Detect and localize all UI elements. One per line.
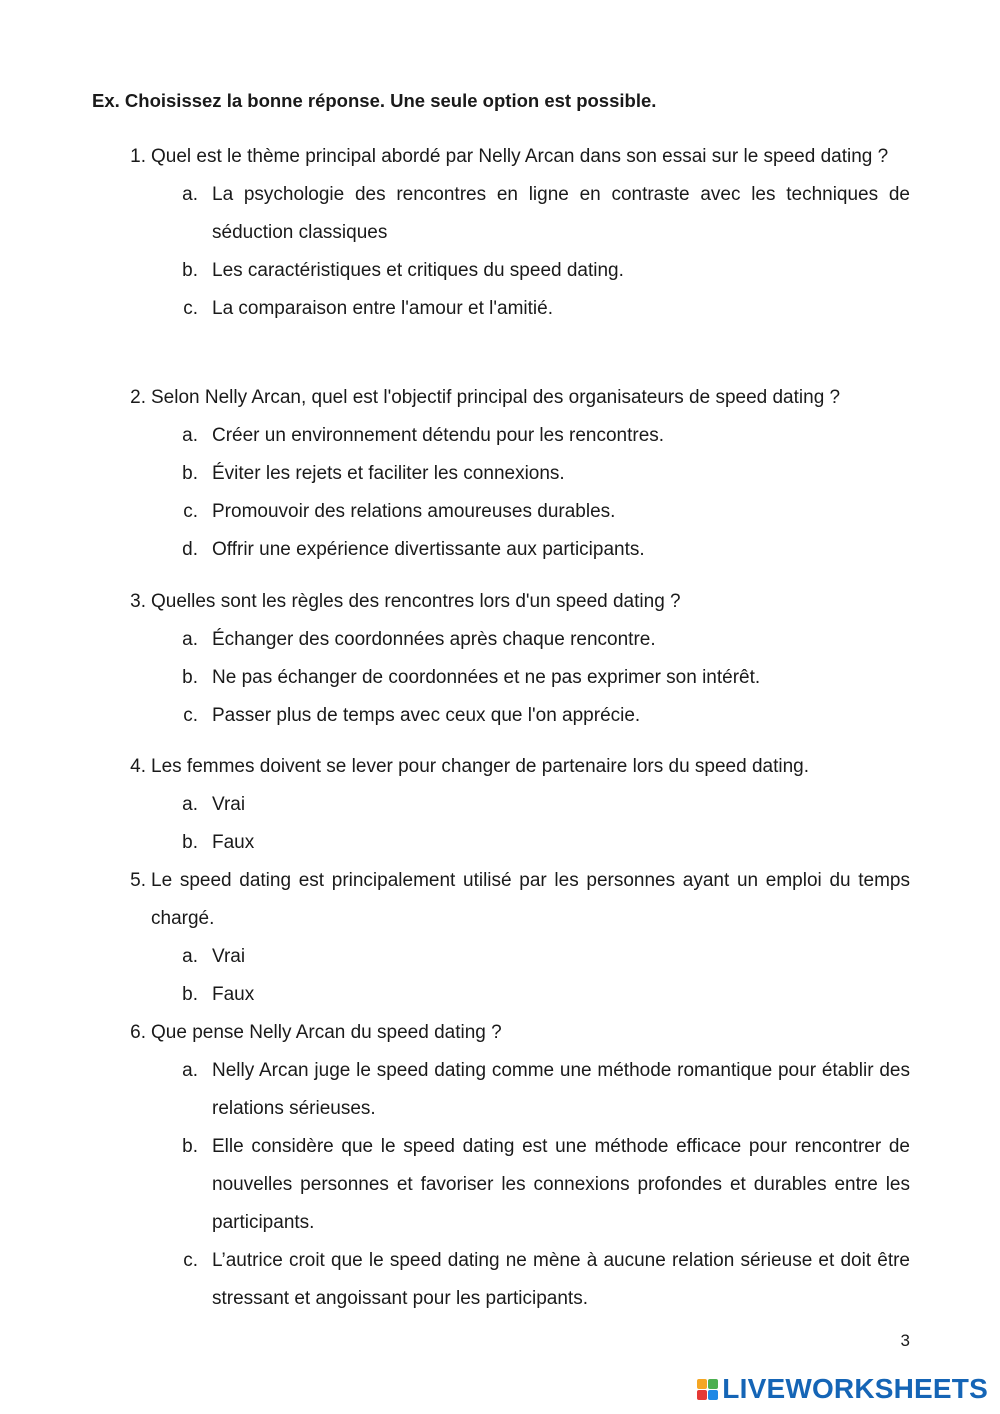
option-item: [118, 455, 910, 493]
option-item: [118, 697, 910, 735]
option-text: Promouvoir des relations amoureuses durables.: [212, 501, 616, 522]
option-letter: c.: [183, 501, 198, 522]
option-text: Éviter les rejets et faciliter les connexions.: [212, 463, 565, 484]
option-text: Vrai: [212, 794, 246, 815]
option-item: [118, 824, 910, 862]
option-text: Ne pas échanger de coordonnées et ne pas exprimer son intérêt.: [212, 667, 761, 688]
option-text: La psychologie des rencontres en ligne en contraste avec les techniques de séduction classiques: [212, 184, 910, 243]
option-text: Passer plus de temps avec ceux que l'on apprécie.: [212, 705, 641, 726]
option-item: [118, 531, 910, 569]
option-text: Créer un environnement détendu pour les rencontres.: [212, 425, 665, 446]
options-list: [118, 938, 910, 1014]
option-text: Vrai: [212, 946, 246, 967]
option-letter: a.: [182, 425, 198, 446]
option-letter: b.: [182, 260, 198, 281]
option-item: [118, 290, 910, 328]
option-item: [118, 1128, 910, 1242]
question-text: Quel est le thème principal abordé par Nelly Arcan dans son essai sur le speed dating ?: [151, 146, 889, 167]
page-number: 3: [900, 1331, 910, 1350]
logo-square: [708, 1390, 718, 1400]
option-letter: b.: [182, 832, 198, 853]
question-number: 5.: [130, 870, 146, 891]
option-letter: c.: [183, 705, 198, 726]
option-text: La comparaison entre l'amour et l'amitié.: [212, 298, 553, 319]
option-letter: b.: [182, 984, 198, 1005]
question-number: 1.: [130, 146, 146, 167]
option-item: [118, 938, 910, 976]
question-number: 2.: [130, 387, 146, 408]
option-letter: b.: [182, 463, 198, 484]
options-list: [118, 417, 910, 569]
option-letter: b.: [182, 1136, 198, 1157]
option-letter: b.: [182, 667, 198, 688]
option-text: L’autrice croit que le speed dating ne mène à aucune relation sérieuse et doit être stressant et angoissant pour les participants.: [212, 1250, 910, 1309]
option-item: [118, 493, 910, 531]
logo-square: [708, 1379, 718, 1389]
question-3: [118, 583, 910, 735]
question-text: Selon Nelly Arcan, quel est l'objectif principal des organisateurs de speed dating ?: [151, 387, 841, 408]
option-item: [118, 252, 910, 290]
liveworksheets-logo-icon: [697, 1379, 718, 1400]
option-item: [118, 659, 910, 697]
options-list: [118, 1052, 910, 1318]
brand-name: LIVEWORKSHEETS: [722, 1373, 988, 1404]
question-text: Le speed dating est principalement utilisé par les personnes ayant un emploi du temps chargé.: [151, 870, 910, 929]
question-number: 6.: [130, 1022, 146, 1043]
question-number: 3.: [130, 591, 146, 612]
option-letter: a.: [182, 946, 198, 967]
option-item: [118, 1242, 910, 1318]
question-text: Les femmes doivent se lever pour changer de partenaire lors du speed dating.: [151, 756, 810, 777]
option-text: Échanger des coordonnées après chaque rencontre.: [212, 629, 656, 650]
option-letter: d.: [182, 539, 198, 560]
option-item: [118, 976, 910, 1014]
option-text: Faux: [212, 832, 255, 853]
option-letter: a.: [182, 794, 198, 815]
option-text: Nelly Arcan juge le speed dating comme une méthode romantique pour établir des relations sérieuses.: [212, 1060, 910, 1119]
question-text: Quelles sont les règles des rencontres lors d'un speed dating ?: [151, 591, 681, 612]
option-letter: a.: [182, 1060, 198, 1081]
option-text: Elle considère que le speed dating est une méthode efficace pour rencontrer de nouvelles personnes et favoriser les connexions profondes et durables entre les participants.: [212, 1136, 910, 1233]
question-number: 4.: [130, 756, 146, 777]
options-list: [118, 176, 910, 328]
option-letter: a.: [182, 629, 198, 650]
options-list: [118, 621, 910, 735]
question-2: [118, 379, 910, 569]
option-item: [118, 621, 910, 659]
option-text: Faux: [212, 984, 255, 1005]
exercise-title: Ex. Choisissez la bonne réponse. Une seule option est possible.: [92, 90, 657, 111]
question-1: [118, 138, 910, 328]
question-4: [118, 748, 910, 862]
option-item: [118, 1052, 910, 1128]
option-item: [118, 786, 910, 824]
option-item: [118, 417, 910, 455]
question-5: [118, 862, 910, 1014]
question-6: [118, 1014, 910, 1318]
logo-square: [697, 1390, 707, 1400]
question-text: Que pense Nelly Arcan du speed dating ?: [151, 1022, 502, 1043]
logo-square: [697, 1379, 707, 1389]
option-text: Offrir une expérience divertissante aux participants.: [212, 539, 645, 560]
option-item: [118, 176, 910, 252]
option-text: Les caractéristiques et critiques du speed dating.: [212, 260, 624, 281]
option-letter: c.: [183, 298, 198, 319]
option-letter: c.: [183, 1250, 198, 1271]
options-list: [118, 786, 910, 862]
liveworksheets-brand[interactable]: [697, 1373, 988, 1405]
option-letter: a.: [182, 184, 198, 205]
